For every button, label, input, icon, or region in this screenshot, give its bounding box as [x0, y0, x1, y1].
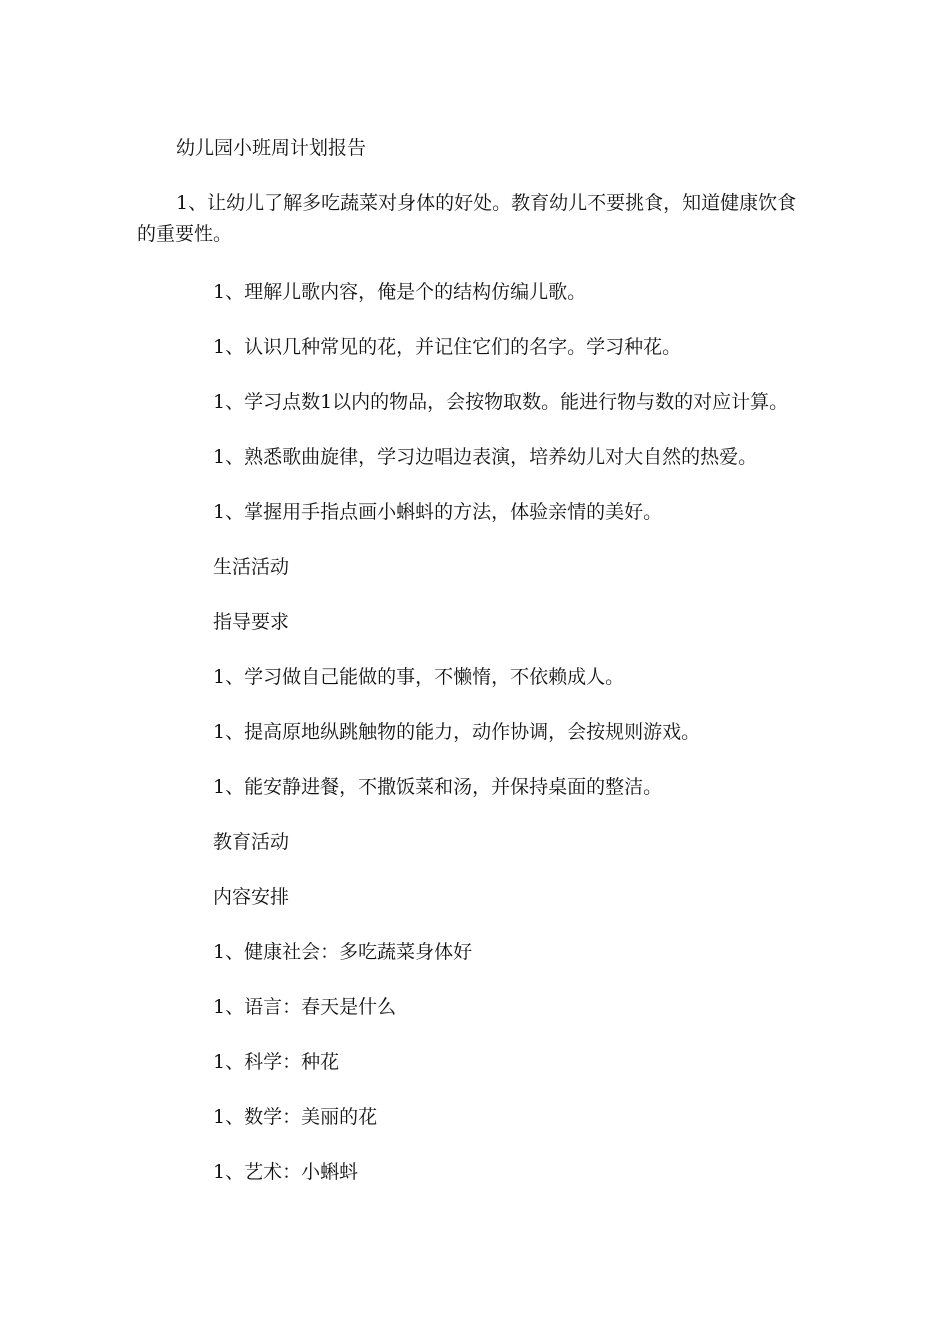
- edu-item: 1、科学：种花: [213, 1051, 340, 1073]
- guidance-heading: 指导要求: [213, 611, 290, 633]
- goal-item: 1、认识几种常见的花，并记住它们的名字。学习种花。: [213, 336, 682, 358]
- life-item: 1、能安静进餐，不撒饭菜和汤，并保持桌面的整洁。: [213, 776, 663, 798]
- edu-heading: 教育活动: [213, 831, 290, 853]
- edu-item: 1、数学：美丽的花: [213, 1106, 378, 1128]
- life-heading: 生活活动: [213, 556, 290, 578]
- goal-item: 1、熟悉歌曲旋律，学习边唱边表演，培养幼儿对大自然的热爱。: [213, 446, 758, 468]
- edu-item: 1、语言：春天是什么: [213, 996, 397, 1018]
- goal-item: 1、学习点数1以内的物品，会按物取数。能进行物与数的对应计算。: [213, 391, 789, 413]
- document-title: 幼儿园小班周计划报告: [176, 137, 367, 159]
- content-heading: 内容安排: [213, 886, 290, 908]
- edu-item: 1、艺术：小蝌蚪: [213, 1161, 359, 1183]
- goal-item: 1、掌握用手指点画小蝌蚪的方法，体验亲情的美好。: [213, 501, 663, 523]
- intro-paragraph: 1、让幼儿了解多吃蔬菜对身体的好处。教育幼儿不要挑食，知道健康饮食的重要性。: [137, 192, 797, 245]
- edu-item: 1、健康社会：多吃蔬菜身体好: [213, 941, 473, 963]
- life-item: 1、提高原地纵跳触物的能力，动作协调，会按规则游戏。: [213, 721, 701, 743]
- life-item: 1、学习做自己能做的事，不懒惰，不依赖成人。: [213, 666, 625, 688]
- goal-item: 1、理解儿歌内容，俺是个的结构仿编儿歌。: [213, 281, 587, 303]
